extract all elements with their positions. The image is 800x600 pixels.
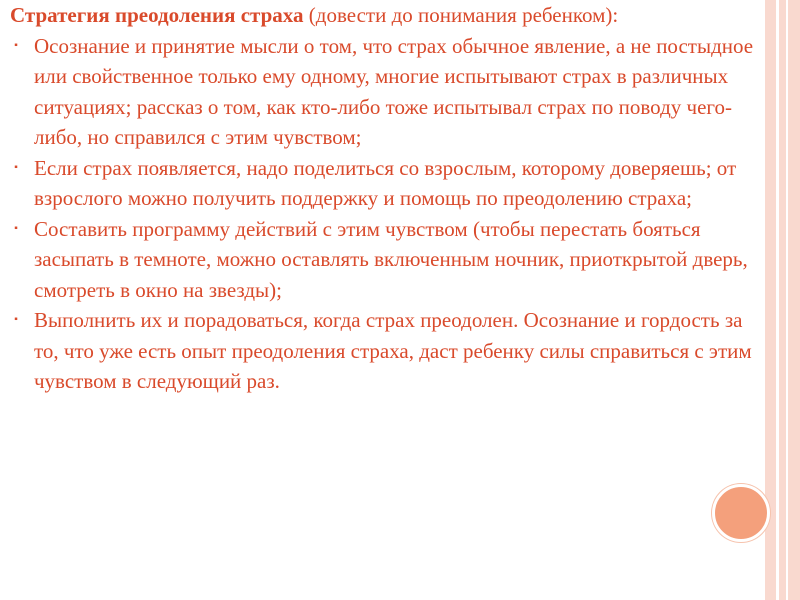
square-bullet-icon: ▪ xyxy=(14,39,18,51)
list-item xyxy=(10,305,765,397)
list-item-text: Составить программу действий с этим чувством (чтобы перестать бояться засыпать в темноте, можно оставлять включенным ночник, приоткрытой дверь, смотреть в окно на звезды); xyxy=(34,216,748,302)
list-item xyxy=(10,31,765,153)
list-item xyxy=(10,153,765,214)
list-item-text: Если страх появляется, надо поделиться со взрослым, которому доверяешь; от взрослого можно получить поддержку и помощь по преодолению страха; xyxy=(34,155,737,210)
bullet-list xyxy=(10,31,765,397)
list-item-text: Осознание и принятие мысли о том, что страх обычное явление, а не постыдное или свойственное только ему одному, многие испытывают страх в различных ситуациях; рассказ о том, как кто-либо тоже испытывал страх по поводу чего-либо, но справился с этим чувством; xyxy=(34,33,754,149)
square-bullet-icon: ▪ xyxy=(14,314,18,325)
list-item-text: Выполнить их и порадоваться, когда страх преодолен. Осознание и гордость за то, что уже есть опыт преодоления страха, даст ребенку силы справиться с этим чувством в следующий раз. xyxy=(34,308,752,393)
square-bullet-icon: ▪ xyxy=(14,222,18,234)
list-item xyxy=(10,214,765,306)
decorative-circle xyxy=(712,484,770,542)
slide-heading xyxy=(10,0,765,31)
decorative-stripe xyxy=(786,0,788,600)
decorative-stripe xyxy=(776,0,779,600)
slide-content xyxy=(10,0,765,397)
square-bullet-icon: ▪ xyxy=(14,161,18,173)
heading-normal-text: (довести до понимания ребенком): xyxy=(303,3,619,27)
heading-bold-text: Стратегия преодоления страха xyxy=(10,3,304,27)
decorative-side-band xyxy=(765,0,800,600)
